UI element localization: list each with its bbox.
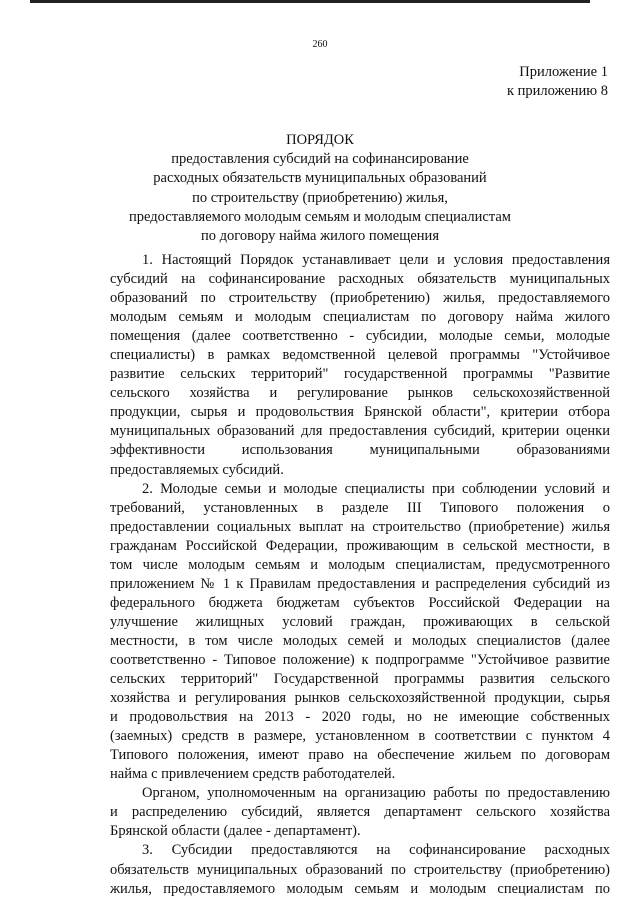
paragraph-2-line: и продовольствия на 2013 - 2020 годы, но не имеющие собственных [110, 709, 610, 726]
paragraph-1-line: сельского хозяйства и регулирование рынков сельскохозяйственной [110, 385, 610, 402]
paragraph-2-line: федерального бюджета бюджетам субъектов Российской Федерации на [110, 594, 610, 611]
paragraph-1-line: развитие сельских территорий" государственной программы "Развитие [110, 366, 610, 383]
paragraph-2-line: приложением № 1 к Правилам предоставления и распределения субсидий из [110, 575, 610, 592]
page-number: 260 [312, 39, 328, 50]
paragraph-1-line: субсидий на софинансирование расходных обязательств муниципальных [110, 271, 610, 288]
paragraph-2-line: предоставлении социальных выплат на строительство (приобретение) жилья [110, 518, 610, 535]
paragraph-2-line: сельских территорий" Государственной программы развития сельского [110, 671, 610, 688]
paragraph-1-line: эффективности использования муниципальными образованиями [110, 442, 610, 459]
paragraph-1-line: муниципальных образований для предоставления субсидий, критерии оценки [110, 423, 610, 440]
subtitle-line: по договору найма жилого помещения [201, 228, 439, 245]
appendix-line-1: Приложение 1 [519, 64, 608, 80]
paragraph-1-line: помещения (далее соответственно - субсидии, молодые семьи, молодые [110, 328, 610, 345]
paragraph-1-line: образований по строительству (приобретению) жилья, предоставляемого [110, 290, 610, 307]
appendix-line-2: к приложению 8 [506, 83, 608, 99]
paragraph-2-line: 2. Молодые семьи и молодые специалисты при соблюдении условий и [142, 480, 610, 497]
paragraph-3-line: и распределению субсидий, является департамент сельского хозяйства [110, 804, 610, 821]
paragraph-2-line: требований, установленных в разделе III Типового положения о [110, 499, 610, 516]
paragraph-2-line: гражданам Российской Федерации, проживающим в сельской местности, в [110, 537, 610, 554]
paragraph-1-line: 1. Настоящий Порядок устанавливает цели и условия предоставления [142, 252, 610, 268]
subtitle-line: предоставляемого молодым семьям и молодым специалистам [129, 208, 511, 225]
document-body [110, 251, 610, 899]
paragraph-3-line: Брянской области (далее - департамент). [110, 823, 361, 840]
paragraph-2-line: том числе молодым семьям и молодым специалистам, предусмотренного [110, 556, 610, 573]
subtitle-line: по строительству (приобретению) жилья, [192, 189, 448, 206]
paragraph-3-line: Органом, уполномоченным на организацию работы по предоставлению [142, 785, 610, 802]
paragraph-2-line: соответственно - Типовое положение) к подпрограмме "Устойчивое развитие [110, 651, 610, 668]
subtitle-line: предоставления субсидий на софинансирование [171, 151, 469, 167]
paragraph-2-line: хозяйства и регулирования рынков сельскохозяйственной продукции, сырья [110, 690, 610, 707]
paragraph-1-line: специалисты) в рамках ведомственной целевой программы "Устойчивое [110, 347, 610, 364]
subtitle-line: расходных обязательств муниципальных образований [153, 170, 487, 187]
paragraph-2-line: Типового положения, имеют право на обеспечение жильем по договорам [110, 747, 610, 764]
paragraph-4-line: обязательств муниципальных образований по строительству (приобретению) [110, 861, 610, 878]
paragraph-1-line: продукции, сырья и продовольствия Брянской области", критерии отбора [110, 404, 610, 421]
paragraph-2-line: местности, в том числе молодых семей и молодых специалистов (далее [110, 632, 610, 649]
paragraph-2-line: найма с привлечением средств работодателей. [110, 766, 396, 783]
paragraph-2-line: улучшение жилищных условий граждан, проживающих в сельской [110, 613, 610, 630]
top-edge-rule [30, 0, 590, 3]
appendix-reference [507, 63, 608, 101]
paragraph-4-line: жилья, предоставляемого молодым семьям и молодым специалистам по [110, 880, 610, 897]
paragraph-2-line: (заемных) средств в размере, установленном в соответствии с пунктом 4 [110, 728, 610, 745]
paragraph-1-line: предоставляемых субсидий. [110, 461, 284, 478]
document-title: ПОРЯДОК [286, 132, 354, 148]
document-subtitle [0, 150, 640, 246]
paragraph-4-line: 3. Субсидии предоставляются на софинансирование расходных [142, 842, 610, 859]
paragraph-1-line: молодым семьям и молодым специалистам по договору найма жилого [110, 309, 610, 326]
